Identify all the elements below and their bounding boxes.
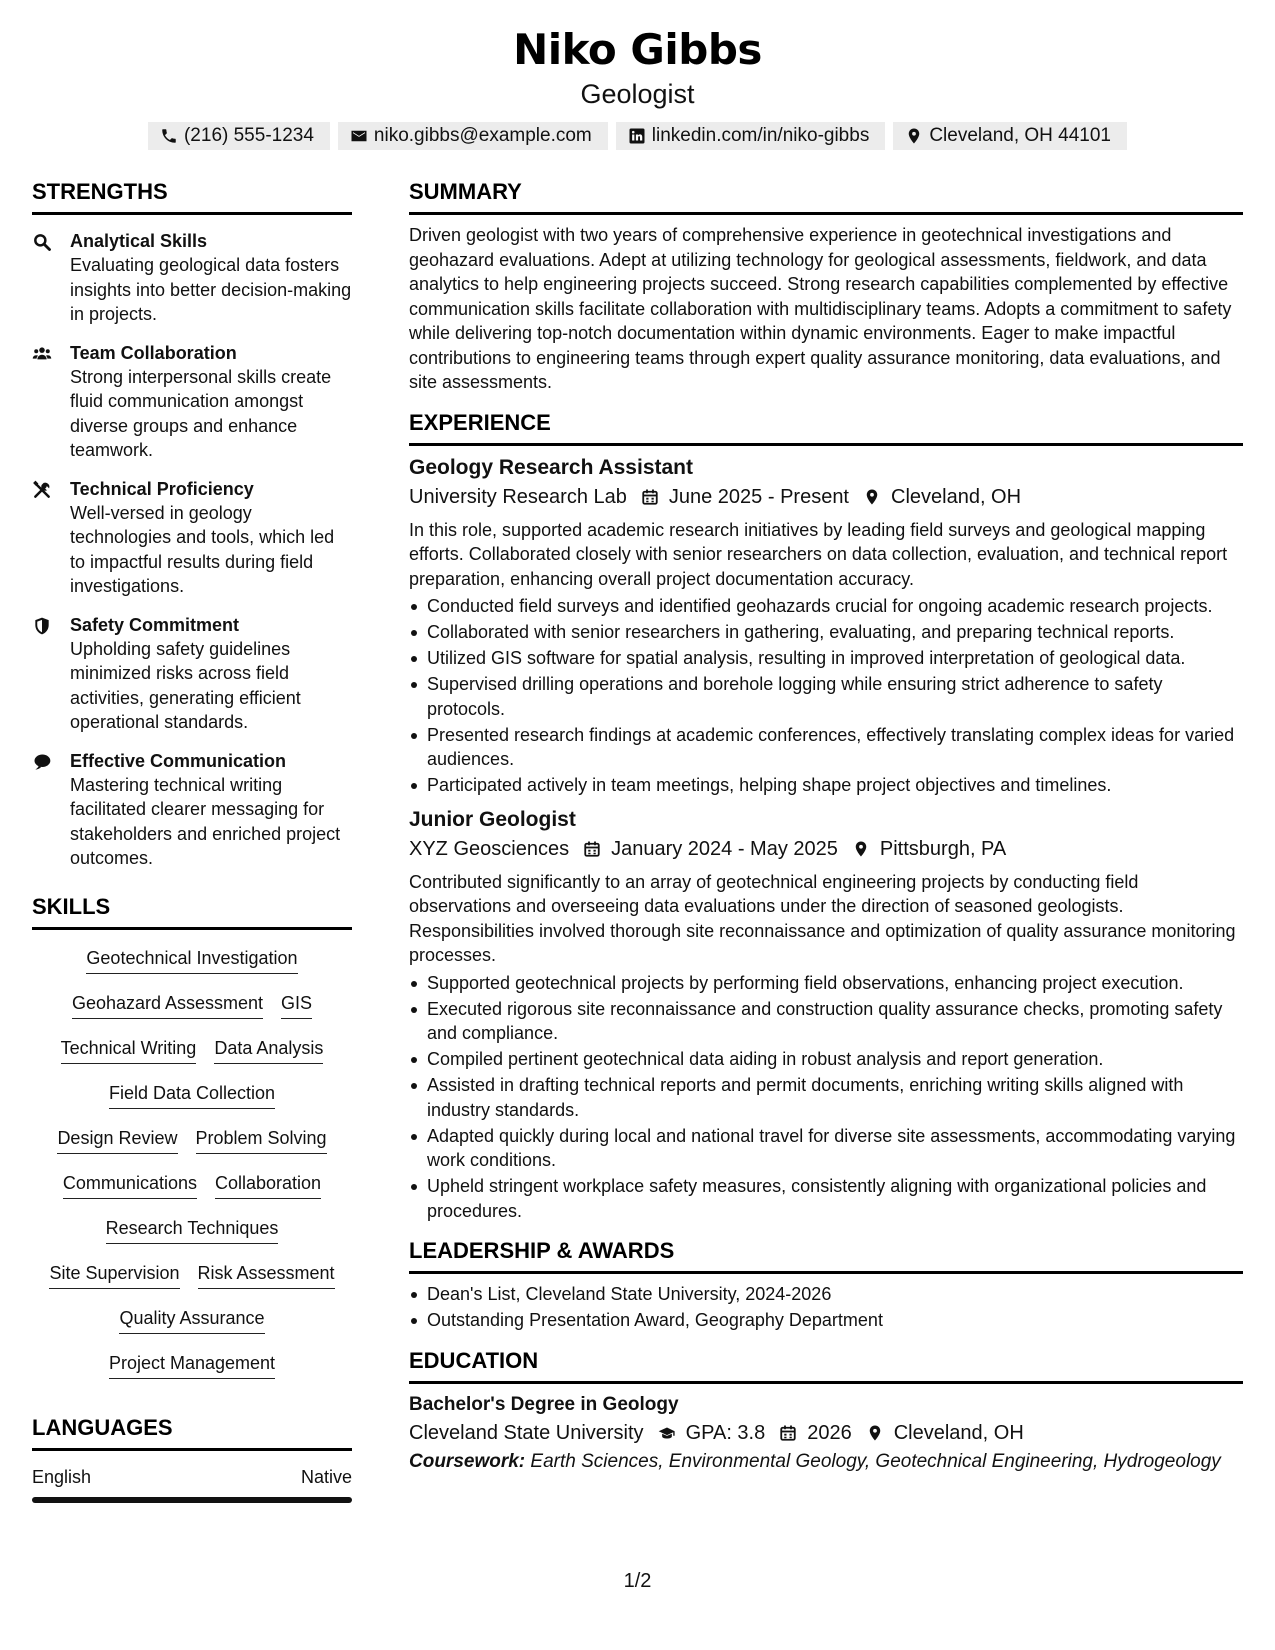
job-meta bbox=[409, 834, 1243, 864]
list-item: Collaborated with senior researchers in gathering, evaluating, and preparing technical reports. bbox=[409, 620, 1243, 645]
map-pin-icon bbox=[863, 488, 881, 506]
job-entry bbox=[409, 454, 1243, 798]
strength-desc: Upholding safety guidelines minimized risks across field activities, generating efficient operational standards. bbox=[70, 638, 301, 732]
summary-text: Driven geologist with two years of comprehensive experience in geotechnical investigations and geohazard evaluations. Adept at utilizing technology for geological assessments, fieldwork, and data analytics to help engineering projects succeed. Strong research capabilities complemented by effective communication skills facilitate collaboration with multidisciplinary teams. Adopts a commitment to safety while delivering top-notch documentation within dynamic environments. Eager to make impactful contributions to engineering teams through expert quality assurance monitoring, data evaluations, and site assessments. bbox=[409, 225, 1232, 392]
job-description: Contributed significantly to an array of geotechnical engineering projects by conducting field observations and overseeing data evaluations under the direction of seasoned geologists. Responsibilities involved thorough site reconnaissance and optimization of quality assurance monitoring processes. bbox=[409, 871, 1236, 965]
language-name: English bbox=[32, 1466, 92, 1487]
job-title: Geology Research Assistant bbox=[409, 455, 693, 479]
job-bullets bbox=[409, 594, 1243, 798]
languages-heading: LANGUAGES bbox=[32, 1414, 352, 1451]
job-company: University Research Lab bbox=[409, 485, 627, 508]
strength-item bbox=[32, 749, 352, 871]
right-column bbox=[409, 178, 1243, 1474]
strength-item bbox=[32, 613, 352, 735]
skill-tag: Research Techniques bbox=[106, 1216, 279, 1244]
skill-tag: Project Management bbox=[109, 1351, 275, 1379]
job-description: In this role, supported academic research initiatives by leading field surveys and geological mapping efforts. Collaborated closely with senior researchers on data collection, evaluation, and technical report preparation, enhancing overall project documentation accuracy. bbox=[409, 519, 1228, 589]
page-number: 1/2 bbox=[623, 1570, 652, 1592]
education-meta bbox=[409, 1418, 1243, 1448]
email-text: niko.gibbs@example.com bbox=[373, 125, 592, 146]
skill-tag: Geotechnical Investigation bbox=[86, 946, 297, 974]
skill-tag: Communications bbox=[63, 1171, 197, 1199]
skill-tag: Design Review bbox=[57, 1126, 177, 1154]
list-item: Supported geotechnical projects by performing field observations, enhancing project execution. bbox=[409, 971, 1243, 996]
skill-tag: Collaboration bbox=[215, 1171, 321, 1199]
school-location: Cleveland, OH bbox=[893, 1421, 1024, 1444]
graduation-year: 2026 bbox=[807, 1421, 852, 1444]
location-text: Cleveland, OH 44101 bbox=[929, 125, 1111, 146]
skills-heading: SKILLS bbox=[32, 893, 352, 930]
strength-name: Analytical Skills bbox=[70, 231, 208, 251]
list-item: Compiled pertinent geotechnical data aiding in robust analysis and report generation. bbox=[409, 1047, 1243, 1072]
strength-item bbox=[32, 229, 352, 327]
summary-heading: SUMMARY bbox=[409, 178, 1243, 215]
calendar-icon bbox=[583, 840, 601, 858]
language-proficiency-bar bbox=[32, 1497, 352, 1503]
list-item: Adapted quickly during local and national travel for diverse site assessments, accommodating varying work conditions. bbox=[409, 1124, 1243, 1173]
envelope-icon bbox=[350, 127, 368, 145]
skill-tag: Geohazard Assessment bbox=[72, 991, 263, 1019]
language-item bbox=[32, 1465, 352, 1489]
skill-tag: Data Analysis bbox=[214, 1036, 323, 1064]
list-item: Presented research findings at academic conferences, effectively translating complex ideas for varied audiences. bbox=[409, 723, 1243, 772]
candidate-title: Geologist bbox=[580, 79, 695, 109]
job-meta bbox=[409, 482, 1243, 512]
job-location: Pittsburgh, PA bbox=[879, 837, 1007, 860]
skill-tag: Problem Solving bbox=[196, 1126, 327, 1154]
job-dates: June 2025 - Present bbox=[668, 485, 849, 508]
degree-title: Bachelor's Degree in Geology bbox=[409, 1393, 679, 1415]
list-item: Upheld stringent workplace safety measures, consistently aligning with organizational policies and procedures. bbox=[409, 1174, 1243, 1223]
candidate-name: Niko Gibbs bbox=[513, 25, 762, 74]
shield-icon bbox=[32, 613, 70, 735]
contact-location bbox=[893, 122, 1127, 150]
calendar-icon bbox=[779, 1424, 797, 1442]
strength-name: Effective Communication bbox=[70, 750, 287, 771]
skill-tag: Technical Writing bbox=[61, 1036, 197, 1064]
list-item: Conducted field surveys and identified geohazards crucial for ongoing academic research projects. bbox=[409, 594, 1243, 619]
strength-name: Team Collaboration bbox=[70, 342, 237, 363]
skill-tag: Risk Assessment bbox=[198, 1261, 335, 1289]
skill-tag: GIS bbox=[281, 991, 312, 1019]
strengths-heading: STRENGTHS bbox=[32, 178, 352, 215]
awards-heading: LEADERSHIP & AWARDS bbox=[409, 1237, 1243, 1274]
list-item: Participated actively in team meetings, helping shape project objectives and timelines. bbox=[409, 773, 1243, 798]
skills-list bbox=[32, 938, 352, 1388]
strength-item bbox=[32, 477, 352, 599]
strength-desc: Strong interpersonal skills create fluid communication amongst diverse groups and enhance teamwork. bbox=[70, 366, 332, 460]
list-item: Assisted in drafting technical reports and permit documents, enriching writing skills aligned with industry standards. bbox=[409, 1073, 1243, 1122]
experience-heading: EXPERIENCE bbox=[409, 409, 1243, 446]
graduation-cap-icon bbox=[658, 1424, 676, 1442]
phone-icon bbox=[160, 127, 178, 145]
strength-name: Technical Proficiency bbox=[70, 478, 254, 499]
coursework-label: Coursework: bbox=[409, 1450, 526, 1472]
strength-desc: Mastering technical writing facilitated clearer messaging for stakeholders and enriched project outcomes. bbox=[70, 774, 341, 868]
users-icon bbox=[32, 341, 70, 463]
language-level: Native bbox=[300, 1466, 352, 1487]
job-entry bbox=[409, 806, 1243, 1224]
contact-phone bbox=[148, 122, 330, 150]
skill-tag: Field Data Collection bbox=[109, 1081, 275, 1109]
contact-bar bbox=[0, 122, 1275, 150]
strength-item bbox=[32, 341, 352, 463]
job-dates: January 2024 - May 2025 bbox=[611, 837, 838, 860]
strength-name: Safety Commitment bbox=[70, 614, 240, 635]
skill-tag: Site Supervision bbox=[49, 1261, 179, 1289]
job-title: Junior Geologist bbox=[409, 807, 576, 831]
awards-list bbox=[409, 1282, 1243, 1333]
map-pin-icon bbox=[866, 1424, 884, 1442]
job-bullets bbox=[409, 971, 1243, 1224]
calendar-icon bbox=[641, 488, 659, 506]
phone-text: (216) 555-1234 bbox=[183, 125, 314, 146]
list-item: Executed rigorous site reconnaissance and construction quality assurance checks, promoting safety and compliance. bbox=[409, 997, 1243, 1046]
job-location: Cleveland, OH bbox=[891, 485, 1022, 508]
map-pin-icon bbox=[852, 840, 870, 858]
coursework-list: Earth Sciences, Environmental Geology, Geotechnical Engineering, Hydrogeology bbox=[530, 1450, 1221, 1472]
education-heading: EDUCATION bbox=[409, 1347, 1243, 1384]
list-item: Utilized GIS software for spatial analysis, resulting in improved interpretation of geological data. bbox=[409, 646, 1243, 671]
list-item: Dean's List, Cleveland State University, 2024-2026 bbox=[409, 1282, 1243, 1307]
job-company: XYZ Geosciences bbox=[409, 837, 570, 860]
strength-desc: Well-versed in geology technologies and tools, which led to impactful results during field investigations. bbox=[70, 502, 335, 596]
left-column bbox=[32, 178, 352, 1503]
coursework bbox=[409, 1450, 1243, 1475]
strength-desc: Evaluating geological data fosters insights into better decision-making in projects. bbox=[70, 255, 352, 324]
school-name: Cleveland State University bbox=[409, 1421, 644, 1444]
list-item: Supervised drilling operations and borehole logging while ensuring strict adherence to safety protocols. bbox=[409, 672, 1243, 721]
linkedin-text: linkedin.com/in/niko-gibbs bbox=[651, 125, 870, 146]
linkedin-icon bbox=[628, 127, 646, 145]
contact-email[interactable] bbox=[338, 122, 608, 150]
map-pin-icon bbox=[905, 127, 923, 145]
tools-icon bbox=[32, 477, 70, 599]
skill-tag: Quality Assurance bbox=[119, 1306, 264, 1334]
resume-header bbox=[0, 22, 1275, 150]
contact-linkedin[interactable] bbox=[616, 122, 886, 150]
gpa: GPA: 3.8 bbox=[685, 1421, 766, 1444]
search-icon bbox=[32, 229, 70, 327]
speech-bubble-icon bbox=[32, 749, 70, 871]
list-item: Outstanding Presentation Award, Geography Department bbox=[409, 1308, 1243, 1333]
